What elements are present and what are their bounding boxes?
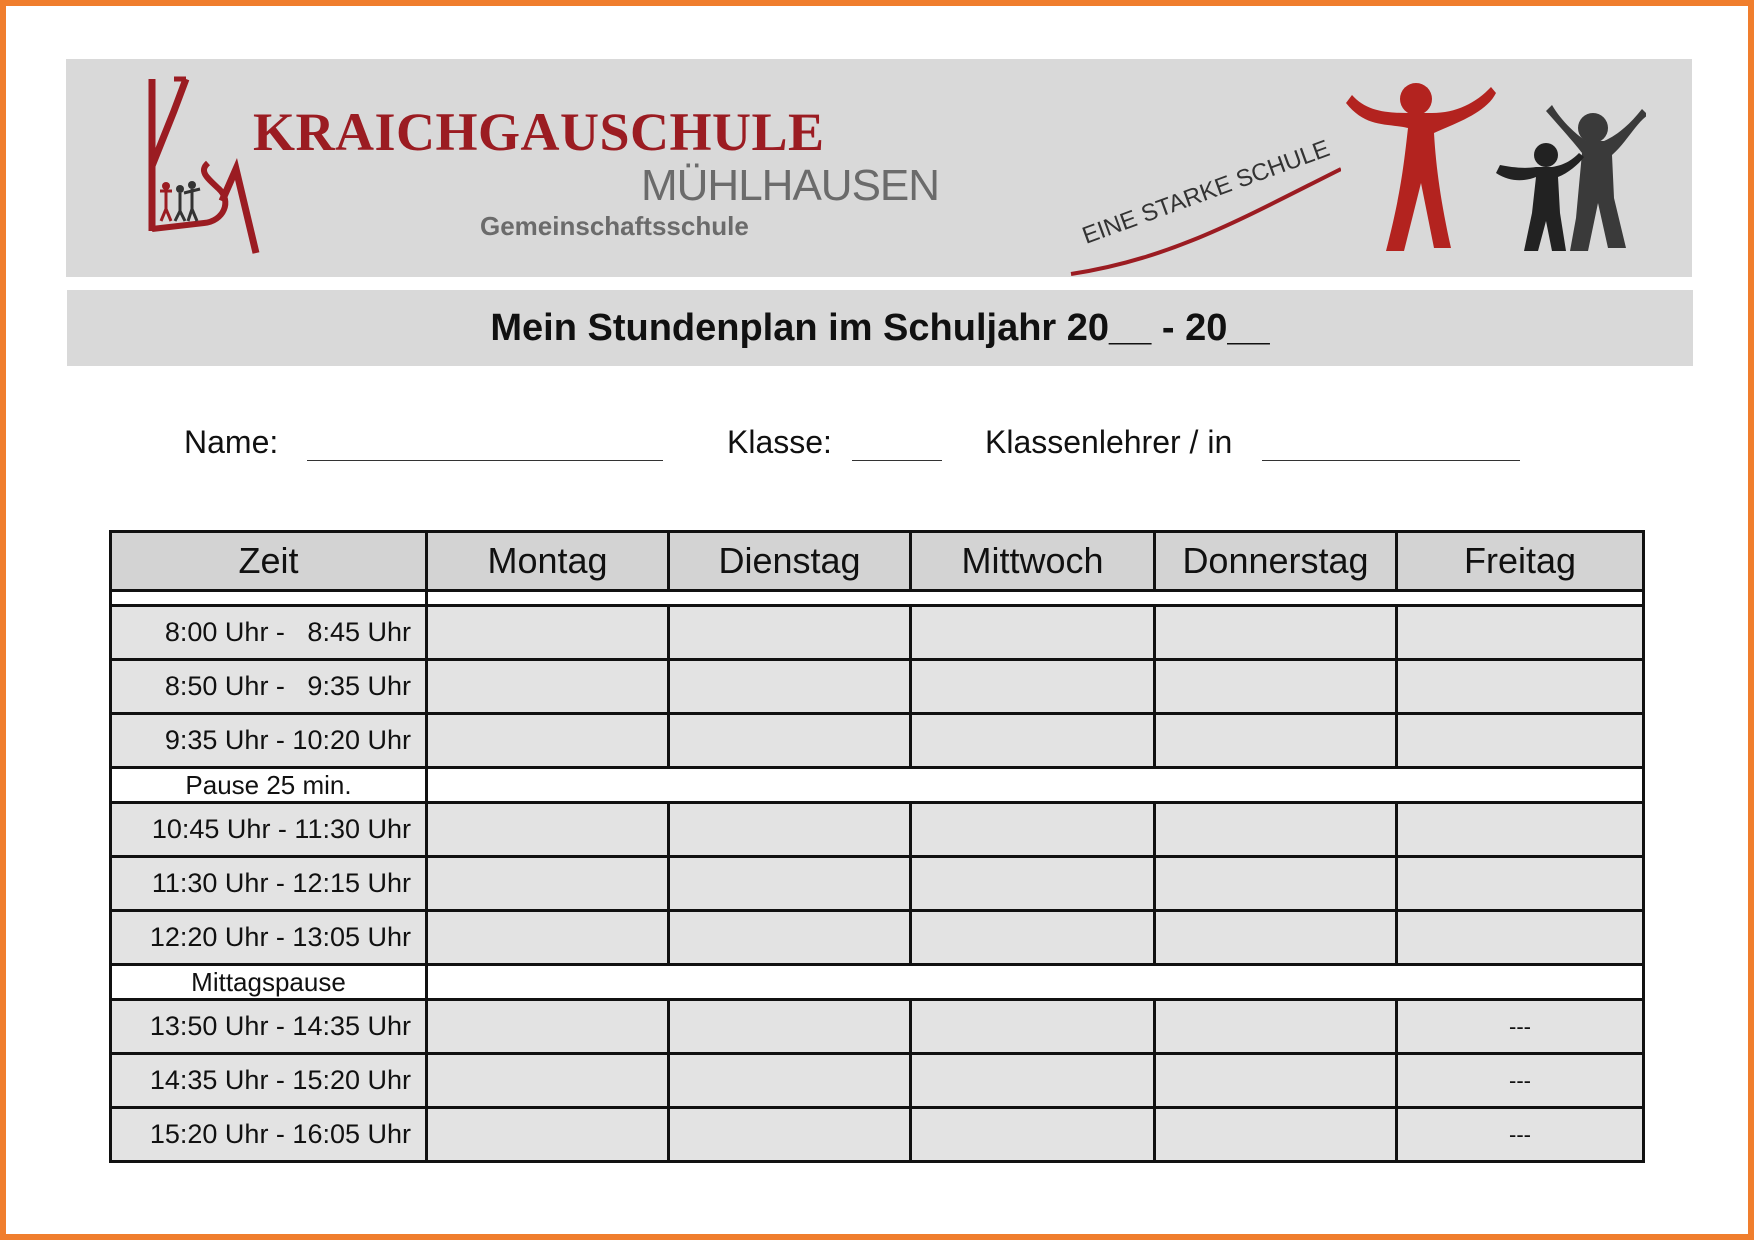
teacher-label: Klassenlehrer / in bbox=[985, 424, 1233, 460]
people-figures-icon bbox=[1346, 73, 1646, 273]
lesson-cell-tuesday[interactable] bbox=[669, 803, 911, 857]
lesson-cell-friday[interactable] bbox=[1397, 606, 1644, 660]
class-field[interactable] bbox=[852, 460, 942, 461]
lesson-row bbox=[111, 606, 1644, 660]
lesson-row bbox=[111, 1108, 1644, 1162]
lesson-cell-thursday[interactable] bbox=[1155, 660, 1397, 714]
lesson-cell-monday[interactable] bbox=[427, 1108, 669, 1162]
slogan-graphic bbox=[1001, 99, 1341, 299]
title-bar bbox=[67, 290, 1693, 366]
lesson-cell-friday[interactable]: --- bbox=[1397, 1108, 1644, 1162]
lesson-cell-monday[interactable] bbox=[427, 606, 669, 660]
lesson-cell-thursday[interactable] bbox=[1155, 803, 1397, 857]
lesson-cell-monday[interactable] bbox=[427, 1054, 669, 1108]
lesson-cell-thursday[interactable] bbox=[1155, 1054, 1397, 1108]
time-cell: 12:20 Uhr - 13:05 Uhr bbox=[111, 911, 427, 965]
time-cell: 8:50 Uhr - 9:35 Uhr bbox=[111, 660, 427, 714]
lesson-cell-tuesday[interactable] bbox=[669, 1108, 911, 1162]
time-cell: 11:30 Uhr - 12:15 Uhr bbox=[111, 857, 427, 911]
lesson-cell-wednesday[interactable] bbox=[911, 803, 1155, 857]
column-header-wednesday: Mittwoch bbox=[911, 532, 1155, 591]
lesson-cell-tuesday[interactable] bbox=[669, 1000, 911, 1054]
lesson-row bbox=[111, 660, 1644, 714]
name-label: Name: bbox=[184, 424, 279, 460]
lesson-cell-friday[interactable]: --- bbox=[1397, 1054, 1644, 1108]
lesson-cell-thursday[interactable] bbox=[1155, 1108, 1397, 1162]
name-field[interactable] bbox=[307, 460, 663, 461]
lesson-cell-thursday[interactable] bbox=[1155, 1000, 1397, 1054]
break-span-cell bbox=[427, 965, 1644, 1000]
school-name: KRAICHGAUSCHULE bbox=[253, 102, 825, 162]
lesson-cell-thursday[interactable] bbox=[1155, 714, 1397, 768]
time-cell: 9:35 Uhr - 10:20 Uhr bbox=[111, 714, 427, 768]
school-town: MÜHLHAUSEN bbox=[641, 161, 940, 210]
spacer-cell bbox=[111, 591, 427, 606]
break-row bbox=[111, 965, 1644, 1000]
lesson-cell-wednesday[interactable] bbox=[911, 606, 1155, 660]
lesson-cell-thursday[interactable] bbox=[1155, 606, 1397, 660]
column-header-monday: Montag bbox=[427, 532, 669, 591]
lesson-cell-tuesday[interactable] bbox=[669, 1054, 911, 1108]
page-title: Mein Stundenplan im Schuljahr 20__ - 20__ bbox=[490, 307, 1270, 349]
lesson-row bbox=[111, 1054, 1644, 1108]
school-banner bbox=[66, 59, 1692, 277]
lesson-cell-monday[interactable] bbox=[427, 803, 669, 857]
column-header-tuesday: Dienstag bbox=[669, 532, 911, 591]
lesson-cell-wednesday[interactable] bbox=[911, 714, 1155, 768]
lesson-cell-monday[interactable] bbox=[427, 1000, 669, 1054]
lesson-cell-wednesday[interactable] bbox=[911, 1108, 1155, 1162]
lesson-cell-thursday[interactable] bbox=[1155, 857, 1397, 911]
lesson-cell-monday[interactable] bbox=[427, 911, 669, 965]
break-span-cell bbox=[427, 768, 1644, 803]
lesson-row bbox=[111, 1000, 1644, 1054]
time-cell: 8:00 Uhr - 8:45 Uhr bbox=[111, 606, 427, 660]
teacher-field[interactable] bbox=[1262, 460, 1520, 461]
lesson-cell-friday[interactable]: --- bbox=[1397, 1000, 1644, 1054]
lesson-cell-friday[interactable] bbox=[1397, 857, 1644, 911]
lesson-cell-wednesday[interactable] bbox=[911, 660, 1155, 714]
timetable-header-row bbox=[111, 532, 1644, 591]
lesson-cell-monday[interactable] bbox=[427, 857, 669, 911]
spacer-cell bbox=[427, 591, 1644, 606]
lesson-row bbox=[111, 857, 1644, 911]
lesson-cell-friday[interactable] bbox=[1397, 660, 1644, 714]
lesson-cell-tuesday[interactable] bbox=[669, 857, 911, 911]
break-label: Pause 25 min. bbox=[111, 768, 427, 803]
lesson-cell-wednesday[interactable] bbox=[911, 911, 1155, 965]
lesson-cell-thursday[interactable] bbox=[1155, 911, 1397, 965]
time-cell: 14:35 Uhr - 15:20 Uhr bbox=[111, 1054, 427, 1108]
lesson-row bbox=[111, 714, 1644, 768]
lesson-cell-wednesday[interactable] bbox=[911, 857, 1155, 911]
lesson-cell-friday[interactable] bbox=[1397, 714, 1644, 768]
lesson-cell-monday[interactable] bbox=[427, 714, 669, 768]
timetable bbox=[109, 530, 1645, 1163]
school-type: Gemeinschaftsschule bbox=[480, 211, 749, 241]
lesson-cell-wednesday[interactable] bbox=[911, 1000, 1155, 1054]
lesson-cell-tuesday[interactable] bbox=[669, 606, 911, 660]
lesson-cell-friday[interactable] bbox=[1397, 911, 1644, 965]
lesson-row bbox=[111, 803, 1644, 857]
lesson-cell-wednesday[interactable] bbox=[911, 1054, 1155, 1108]
lesson-row bbox=[111, 911, 1644, 965]
class-label: Klasse: bbox=[727, 424, 832, 460]
column-header-time: Zeit bbox=[111, 532, 427, 591]
break-row bbox=[111, 768, 1644, 803]
time-cell: 10:45 Uhr - 11:30 Uhr bbox=[111, 803, 427, 857]
time-cell: 13:50 Uhr - 14:35 Uhr bbox=[111, 1000, 427, 1054]
slogan-text: EINE STARKE SCHULE bbox=[1078, 135, 1334, 250]
time-cell: 15:20 Uhr - 16:05 Uhr bbox=[111, 1108, 427, 1162]
lesson-cell-tuesday[interactable] bbox=[669, 714, 911, 768]
spacer-row bbox=[111, 591, 1644, 606]
lesson-cell-monday[interactable] bbox=[427, 660, 669, 714]
lesson-cell-tuesday[interactable] bbox=[669, 911, 911, 965]
break-label: Mittagspause bbox=[111, 965, 427, 1000]
column-header-friday: Freitag bbox=[1397, 532, 1644, 591]
lesson-cell-tuesday[interactable] bbox=[669, 660, 911, 714]
column-header-thursday: Donnerstag bbox=[1155, 532, 1397, 591]
lesson-cell-friday[interactable] bbox=[1397, 803, 1644, 857]
